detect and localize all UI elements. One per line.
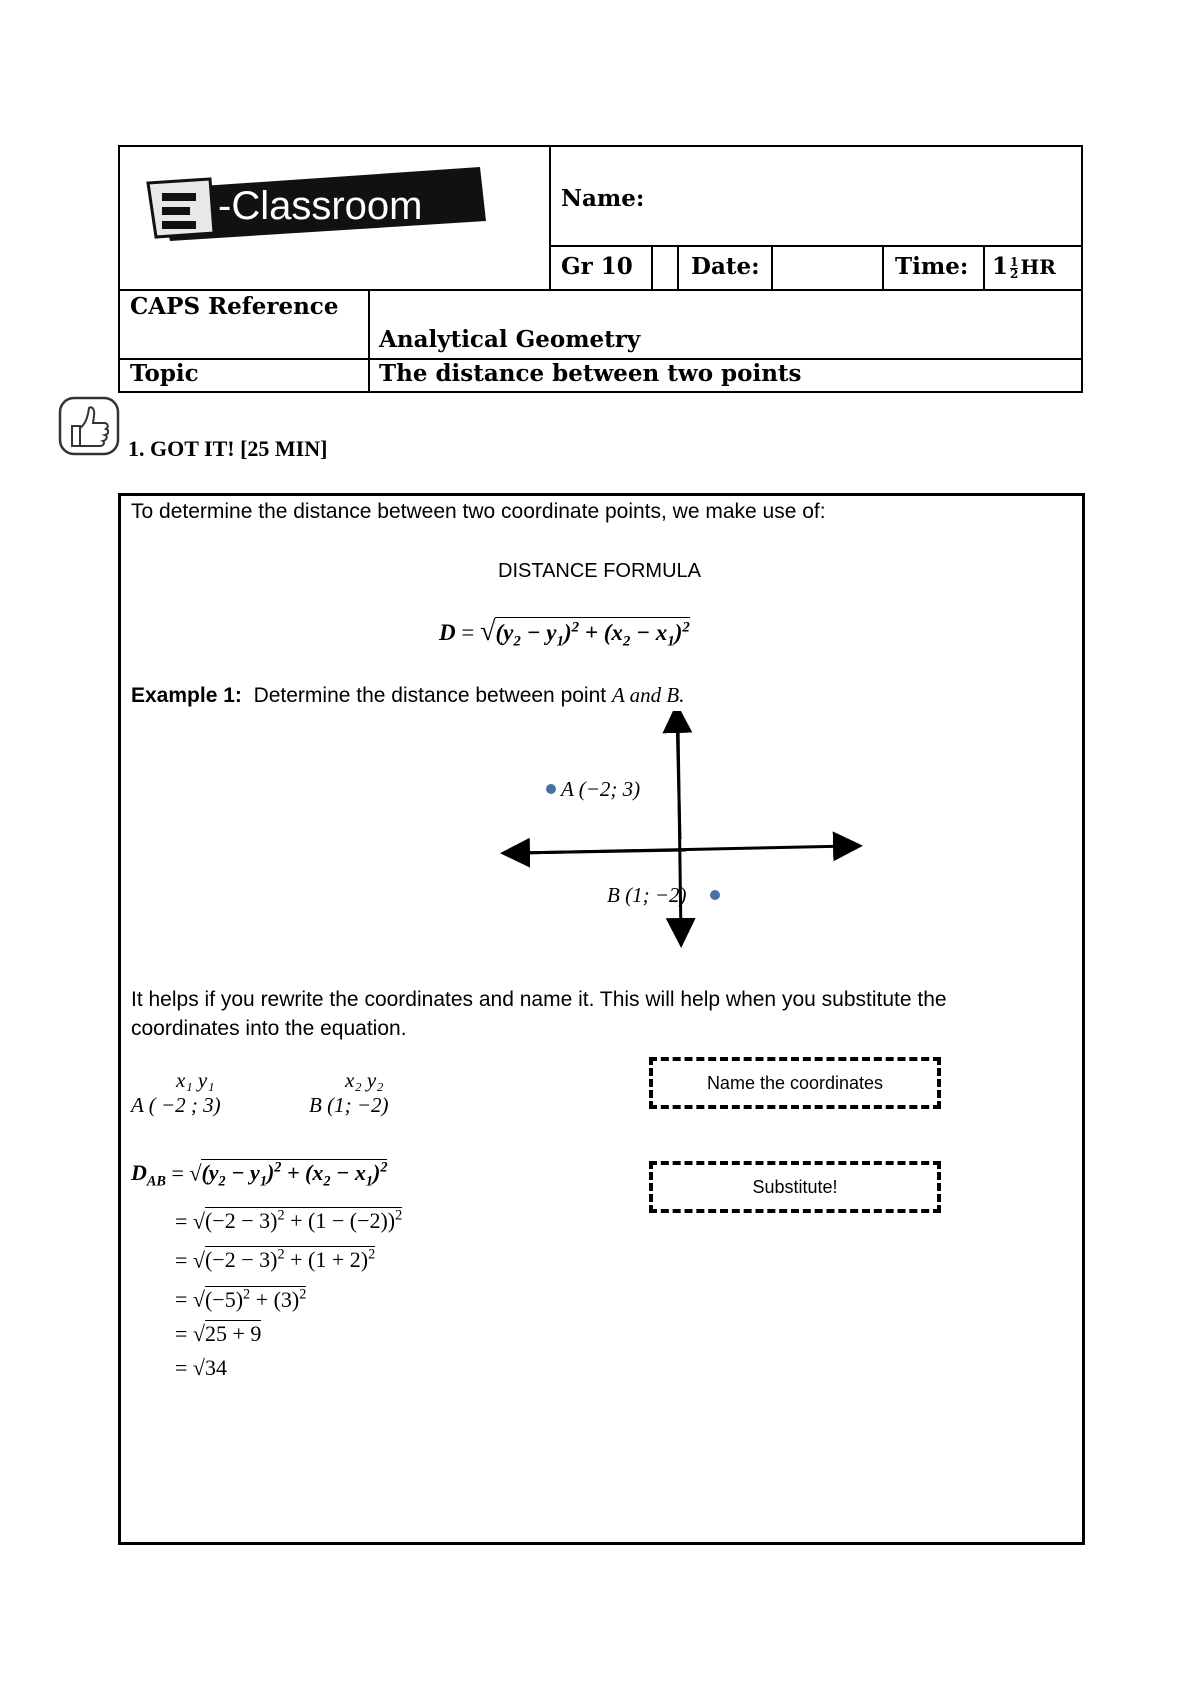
coord-a-header: x₁ y₁ xyxy=(176,1068,215,1092)
coord-b-header: x₂ y₂ xyxy=(345,1068,384,1092)
name-label: Name: xyxy=(561,185,645,212)
topic-value: The distance between two points xyxy=(379,360,802,387)
date-label: Date: xyxy=(691,253,760,280)
working-steps xyxy=(131,1151,402,1385)
intro-text: To determine the distance between two coordinate points, we make use of: xyxy=(131,500,826,523)
topic-label: Topic xyxy=(130,360,199,387)
caps-reference-label: CAPS Reference xyxy=(130,293,339,320)
step-4: = $√(-5)^2 + (3)^2$ xyxy=(175,1286,307,1312)
name-coordinates-box: Name the coordinates xyxy=(649,1057,941,1109)
caps-reference-value: Analytical Geometry xyxy=(379,326,641,353)
example-line: Example 1: Determine the distance between point A and B. xyxy=(131,683,685,707)
e-classroom-logo xyxy=(140,159,490,241)
step-2: = $√(-2 - 3)^2 + (1 - (-2))^2$ xyxy=(175,1207,403,1234)
svg-text:-Classroom: -Classroom xyxy=(218,184,423,228)
content-box xyxy=(118,493,1085,1545)
coord-b: B (1; −2) xyxy=(309,1093,389,1117)
step-1: $D_{AB} = √(y_2 - y_1)^2 + (x_2 - x_1)^2$ xyxy=(131,1160,388,1190)
coord-a: A ( −2 ; 3) xyxy=(131,1093,221,1117)
thumbs-up-icon xyxy=(58,396,120,456)
point-b xyxy=(710,890,720,900)
step-5: = √25 + 9 xyxy=(175,1320,262,1346)
step-6: = √34 xyxy=(175,1354,227,1380)
coordinate-graph xyxy=(351,711,871,961)
point-b-label: B (1; −2) xyxy=(607,883,687,907)
grade-label: Gr 10 xyxy=(561,253,633,280)
section-title: 1. GOT IT! [25 MIN] xyxy=(128,436,328,461)
time-value: 1 $\frac{1}{2}$ HR xyxy=(992,253,1056,281)
distance-formula: $D = √(y_2 - y_1)^2 + (x_2 - x_1)^2$ xyxy=(439,616,690,650)
formula-heading: DISTANCE FORMULA xyxy=(498,560,701,582)
help-text-line1: It helps if you rewrite the coordinates and name it. This will help when you substitute the xyxy=(131,988,947,1011)
step-3: = $√(-2 - 3)^2 + (1 + 2)^2$ xyxy=(175,1247,376,1273)
help-text-line2: coordinates into the equation. xyxy=(131,1017,407,1040)
header-table xyxy=(118,145,1083,393)
point-a-label: A (−2; 3) xyxy=(561,777,641,801)
point-a xyxy=(546,784,556,794)
substitute-box: Substitute! xyxy=(649,1161,941,1213)
time-label: Time: xyxy=(895,253,969,280)
